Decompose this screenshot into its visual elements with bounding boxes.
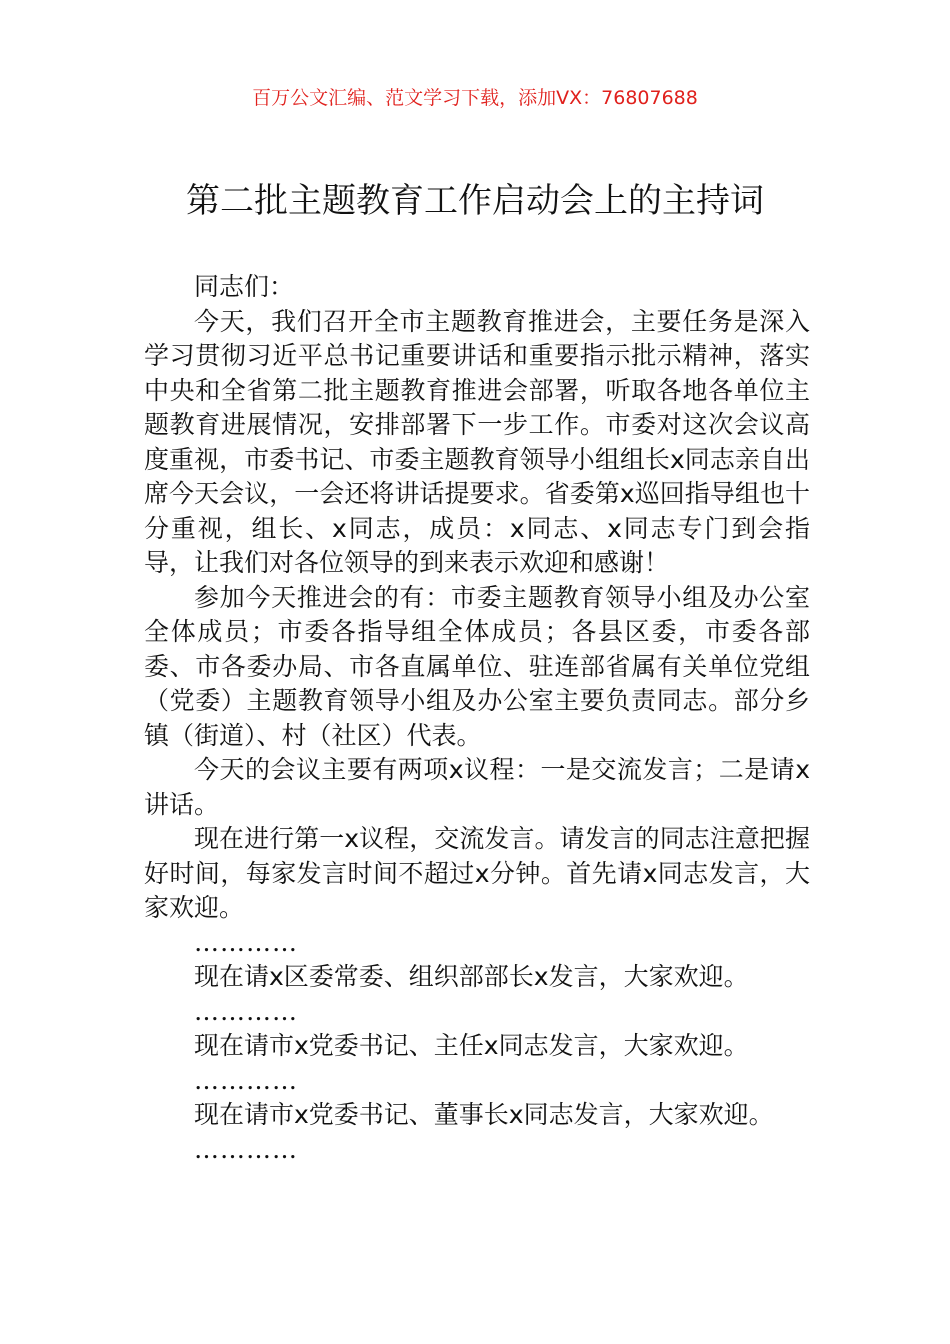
document-body xyxy=(144,270,810,1167)
ellipsis-line: ………… xyxy=(194,1065,298,1095)
speaker-paragraph: 现在请x区委常委、组织部部长x发言，大家欢迎。 xyxy=(194,962,749,991)
header-note: 百万公文汇编、范文学习下载，添加VX：76807688 xyxy=(252,87,698,109)
ellipsis-line: ………… xyxy=(194,996,298,1026)
attendees-paragraph: 参加今天推进会的有：市委主题教育领导小组及办公室全体成员；市委各指导组全体成员；各县区委，市委各部委、市各委办局、市各直属单位、驻连部省属有关单位党组（党委）主题教育领导小组及办公室主要负责同志。部分乡镇（街道）、村（社区）代表。 xyxy=(144,582,810,750)
greeting-paragraph: 同志们： xyxy=(194,272,295,301)
document-title: 第二批主题教育工作启动会上的主持词 xyxy=(186,181,764,221)
exchange-paragraph: 现在进行第一x议程，交流发言。请发言的同志注意把握好时间，每家发言时间不超过x分钟。首先请x同志发言，大家欢迎。 xyxy=(144,824,810,922)
speaker-paragraph: 现在请市x党委书记、董事长x同志发言，大家欢迎。 xyxy=(194,1100,774,1129)
ellipsis-line: ………… xyxy=(194,1134,298,1164)
speaker-paragraph: 现在请市x党委书记、主任x同志发言，大家欢迎。 xyxy=(194,1031,749,1060)
ellipsis-line: ………… xyxy=(194,927,298,957)
agenda-paragraph: 今天的会议主要有两项x议程：一是交流发言；二是请x讲话。 xyxy=(144,755,810,819)
opening-paragraph: 今天，我们召开全市主题教育推进会，主要任务是深入学习贯彻习近平总书记重要讲话和重要指示批示精神，落实中央和全省第二批主题教育推进会部署，听取各地各单位主题教育进展情况，安排部署下一步工作。市委对这次会议高度重视，市委书记、市委主题教育领导小组组长x同志亲自出席今天会议，一会还将讲话提要求。省委第x巡回指导组也十分重视，组长、x同志，成员：x同志、x同志专门到会指导，让我们对各位领导的到来表示欢迎和感谢！ xyxy=(144,306,810,577)
